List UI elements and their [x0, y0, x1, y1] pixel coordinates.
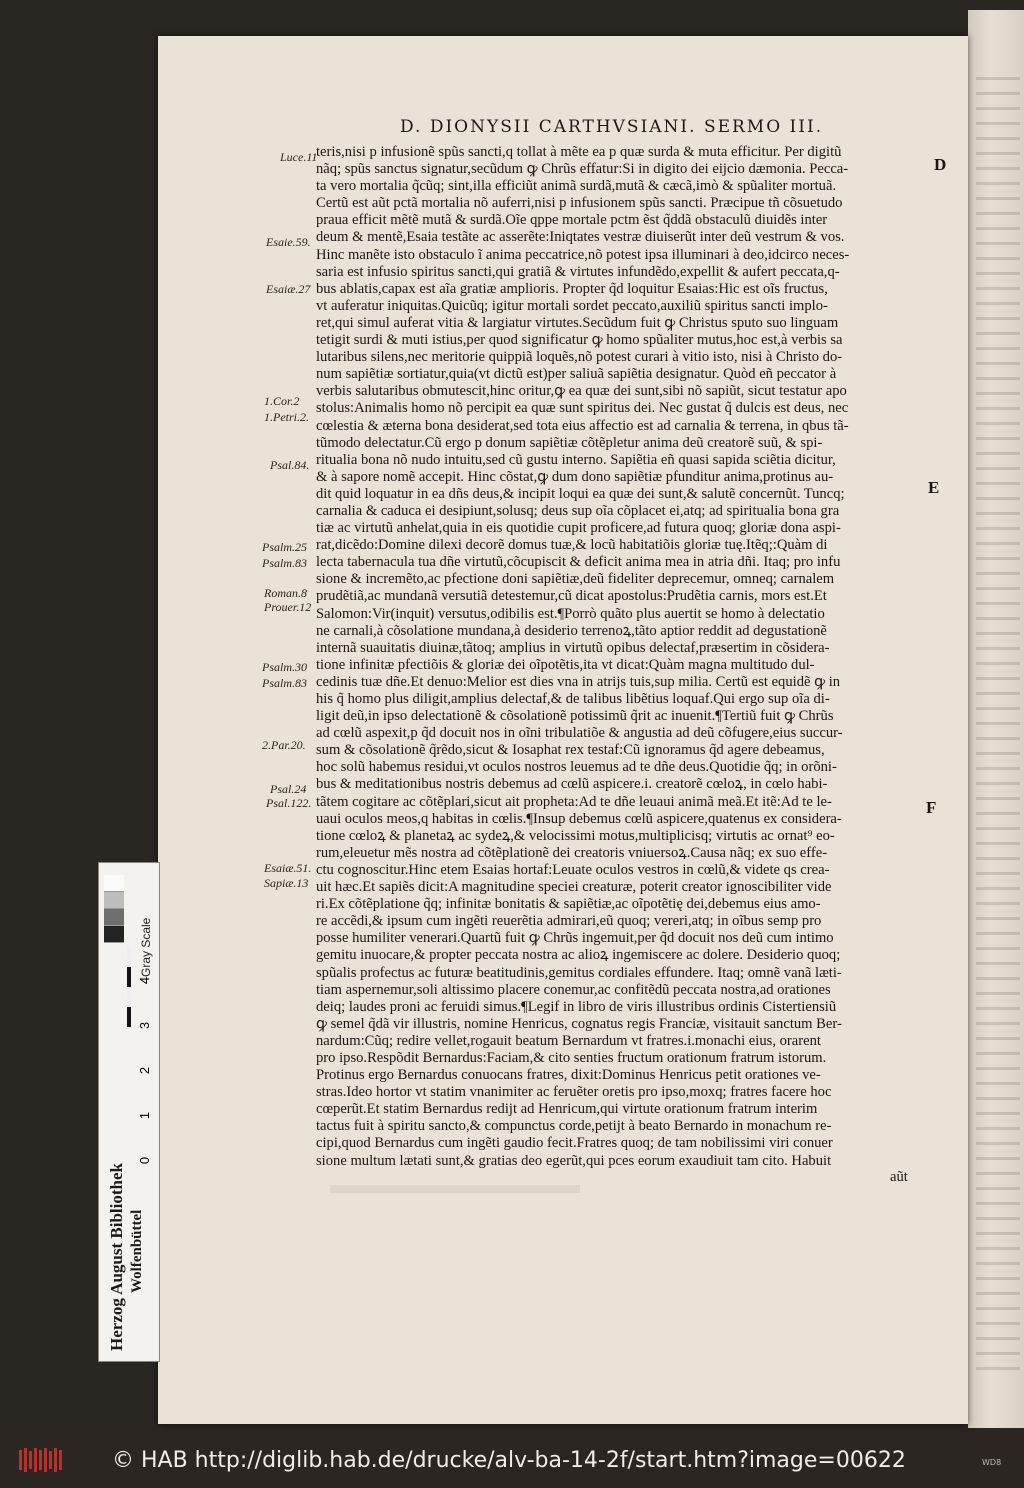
marginal-note: Esaiæ.27	[266, 282, 311, 296]
text-line: his q̃ homo plus diligit,amplius delectaf,& de talibus libẽtius loquaf.Qui ergo sup oĩa di-	[316, 691, 830, 707]
text-line: tũmodo delectatur.Cũ ergo p donum sapiẽtiæ cõtẽpletur anima deũ creatorẽ suũ, & spi-	[316, 434, 823, 451]
text-line: teris,nisi p infusionẽ spũs sancti,q tollat à mẽte ea p quæ surda & muta efficitur. Per digitũ	[316, 144, 842, 160]
text-line: ritualia bona nõ nudo intuitu,sed cũ gustu interno. Sapiẽtia eñ quasi sapida sciẽtia dicitur,	[316, 451, 836, 468]
text-line: cœlestia & æterna bona desiderat,sed tota eius affectio est ad carnalia & terrena, in qbus tã-	[316, 417, 849, 434]
marginal-note: Prouer.12	[264, 600, 312, 614]
scale-number: 4	[137, 976, 153, 985]
text-line: & à sapore nomẽ accepit. Hinc cõstat,ꝙ dum dono sapiẽtiæ pfunditur anima,protinus au-	[316, 468, 834, 485]
text-line: tãtem cogitare ac cõtẽplari,sicut ait propheta:Ad te dñe leuaui animã meã.Et itẽ:Ad te le-	[316, 793, 832, 810]
text-line: bus ablatis,capax est aĩa gratiæ amplioris. Propter q̃d loquitur Esaias:Hic est oĩs fructus,	[316, 280, 828, 297]
text-line: tiæ ac virtutũ anhelat,quia in eis quotidie cupit proficere,ad futura quoq; gloriæ dona aspi-	[316, 520, 841, 537]
text-line: ret,qui simul auferat vitia & largiatur virtutes.Secũdum fuit ꝙ Christus sputo suo linguam	[316, 314, 839, 331]
marginal-note: Esaiæ.51.	[264, 861, 312, 875]
text-line: internã suauitatis diuinæ,tãtoq; amplius in virtutũ opibus delectaf,præsertim in cõsidera-	[316, 639, 830, 656]
text-line: Salomon:Vir(inquit) versutus,odibilis est.¶Porrò quãto plus auertit se homo à delectatio	[316, 605, 825, 622]
text-line: tactus fuit à spiritu sancto,& compunctus corde,petijt à beato Bernardo in monachum re-	[316, 1118, 832, 1135]
text-line: Protinus ergo Bernardus conuocans fratres, dixit:Dominus Henricus petit orationes ve-	[316, 1067, 821, 1084]
gray-swatches	[104, 875, 124, 941]
text-line: posse humiliter venerari.Quartũ fuit ꝙ Chrũs ingemuit,per q̃d docuit nos deũ cum intimo	[316, 930, 834, 947]
text-line: dit quid loquatur in ea dñs deus,& incipit loqui ea quæ dei sunt,& salutẽ concernũt. Tuncq;	[316, 485, 845, 502]
text-line: ligit deũ,in ipso delectationẽ & cõsolationẽ potissimũ q̃rit ac inuenit.¶Tertiũ fuit ꝙ Chrũs	[316, 708, 834, 725]
marginal-note: Psalm.83	[262, 556, 307, 570]
marginal-note: Sapiæ.13	[264, 876, 309, 890]
text-line: ad cœlũ aspexit,p q̃d docuit nos in oĩni tribulatiõe & angustia ad deũ cõfugere,eius succur-	[316, 725, 843, 742]
marginal-note: Psal.122.	[266, 796, 312, 810]
marginal-note: Psalm.25	[262, 540, 307, 554]
marginal-note: Luce.11	[280, 150, 318, 164]
text-line: stras.Ideo hortor vt statim vnanimiter ac feruẽter oretis pro ipso,moxq; fratres facere hoc	[316, 1084, 832, 1101]
color-calibration-ruler	[98, 862, 160, 1362]
text-line: ctu cognoscitur.Hinc etem Esaias hortaf:Leuate oculos vestros in cœlũ,& videte qs crea-	[316, 861, 830, 878]
text-line: cedinis tuæ dñe.Et denuo:Melior est dies vna in atrijs tuis,sup milia. Certũ est equidẽ ꝙ in	[316, 673, 841, 690]
text-line: ꝙ semel q̃dã vir illustris, nomine Henricus, cognatus regis Franciæ, visitauit sanctum Ber-	[316, 1015, 842, 1032]
text-line: sum & cõsolationẽ q̃rẽdo,sicut & Iosaphat rex testaf:Cũ ignoramus q̃d agere debeamus,	[316, 742, 825, 759]
text-line: nãq; spũs sanctus signatur,secũdum ꝙ Chrũs effatur:Si in digito dei eijcio dæmonia. Pecca-	[316, 161, 849, 178]
text-line: tione infinitæ pfectiõis & gloriæ dei oĩpotẽtis,ita vt dicat:Quàm magna multitudo dul-	[316, 656, 815, 673]
text-line: verbis salutaribus obmutescit,hinc oritur,ꝙ ea quæ dei sunt,sibi nõ sapiũt, sicut testatur apo	[316, 383, 847, 400]
hab-logo-icon	[18, 1446, 64, 1474]
text-line: deum & mentẽ,Esaia testãte ac asserẽte:Iniqtates vestræ diuiserũt inter deũ vestrum & vos.	[316, 229, 845, 246]
catchword: aũt	[890, 1169, 908, 1185]
text-line: gemitu inuocare,& propter peccata nostra ac alioꝝ ingemiscere ac dolere. Desiderio quoq;	[316, 947, 841, 964]
text-line: rat,dicẽdo:Domine dilexi decorẽ domus tuæ,& locũ habitatiõis gloriæ tuę.Itẽq;:Quàm di	[316, 537, 828, 554]
text-line: saria est infusio spiritus sancti,qui gratiã & virtutes infundẽdo,expellit & aufert peccata,q-	[316, 263, 840, 280]
marginal-note: Psal.24	[270, 782, 307, 796]
text-line: rum,eleuetur mẽs nostra ad cõtẽplationẽ dei creatoris vniuersoꝝ.Causa nãq; ex suo effe-	[316, 844, 828, 861]
library-name: Herzog August Bibliothek	[107, 1163, 126, 1351]
main-text-block	[316, 144, 926, 1170]
text-line: uit hæc.Et sapiẽs dicit:A magnitudine speciei creaturæ, poterit creator ignoscibiliter vide	[316, 879, 832, 896]
text-line: spũalis profectus ac futuræ beatitudinis,gemitus cordiales effundere. Itaq; omnẽ vanã læti-	[316, 964, 842, 981]
text-line: carnalia & caduca ei desipiunt,solusq; deus sup oĩa cõplacet ei,atq; ad spiritualia bona gra	[316, 502, 840, 519]
text-line: deiq; laudes proni ac feruidi simus.¶Legif in libro de viris illustribus ordinis Cistertiensiũ	[316, 998, 837, 1015]
marginal-note: 2.Par.20.	[262, 738, 306, 752]
text-line: praua efficit mẽtẽ mutã & surdã.Oĩe qppe mortale pctm ẽst q̃ddã obstaculũ diuidẽs inter	[316, 212, 828, 229]
copyright-url: © HAB http://diglib.hab.de/drucke/alv-ba-14-2f/start.htm?image=00622	[112, 1448, 906, 1473]
text-line: num sapiẽtiæ sortiatur,quia(vt dictũ est)per saliuã sapiẽtia designatur. Quòd eñ peccator à	[316, 366, 837, 383]
text-line: vt auferatur iniquitas.Quicũq; igitur mortali sordet peccato,auxiliũ spiritus sancti implo-	[316, 297, 828, 314]
text-line: bus & meditationibus nostris debemus ad cœlũ aspicere.i. creatorẽ cœloꝝ, in cœlo habi-	[316, 776, 828, 793]
text-line: ta vero mortalia q̃cũq; sint,illa efficiũt animã surdã,mutã & cæcã,imò & spũaliter mortuã.	[316, 178, 837, 195]
text-line: uaui oculos meos,q habitas in cœlis.¶Insup debemus cœlũ aspicere,quatenus ex considera-	[316, 810, 842, 827]
marginal-note: Psal.84.	[270, 458, 310, 472]
text-line: lecta tabernacula tua dñe virtutũ,cõcupiscit & deficit anima mea in atria dñi. Itaq; pro infu	[316, 554, 841, 571]
section-letter-d: D	[934, 155, 947, 174]
scale-number: 0	[137, 1156, 153, 1165]
library-city: Wolfenbüttel	[129, 1209, 145, 1293]
scale-number: 2	[137, 1066, 153, 1075]
text-line: cœperũt.Et statim Bernardus redijt ad Henricum,qui virtute orationum fratrum interim	[316, 1101, 818, 1118]
text-line: re accẽdi,& ipsum cum ingẽti reuerẽtia admirari,eũ quoq; vereri,atq; in oĩbus semp pro	[316, 913, 822, 930]
adjacent-page-edge	[968, 10, 1024, 1428]
marginal-note: Psalm.30	[262, 660, 307, 674]
marginal-note: Roman.8	[264, 586, 307, 600]
gray-scale-label: Gray Scale	[139, 917, 153, 977]
running-title: D. DIONYSII CARTHVSIANI. SERMO III.	[400, 117, 824, 137]
marginal-note: 1.Cor.2	[264, 394, 300, 408]
text-line: cipi,quod Bernardus cum ingẽti gaudio fecit.Fratres quoq; de tam nobilissimi viri conuer	[316, 1135, 833, 1152]
text-line: tiam aspernemur,soli altissimo placere conemur,ac confitẽdũ peccata nostra,ad orationes	[316, 981, 831, 998]
text-line: sione & incremẽto,ac pfectione doni sapiẽtiæ,deũ fideliter deprecemur, omneq; carnalem	[316, 571, 835, 588]
text-line: ri.Ex cõtẽplatione q̃q; infinitæ bonitatis & sapiẽtiæ,ac oĩpotẽtię dei,debemus eius amo-	[316, 896, 821, 913]
section-letter-e: E	[928, 478, 940, 497]
text-line: pro ipso.Respõdit Bernardus:Faciam,& cito senties fructum orationum fratrum istorum.	[316, 1049, 827, 1066]
show-through	[330, 1185, 580, 1193]
text-line: Hinc manẽte isto obstaculo ĩ anima peccatrice,nõ potest ipsa illuminari à deo,idcirco neces-	[316, 246, 850, 263]
text-line: hoc solũ habemus residui,vt oculos nostros leuemus ad te dñe deus.Quotidie q̃q; in orõni-	[316, 759, 837, 776]
text-line: ne carnali,à cõsolatione mundana,à desiderio terrenoꝝ,tãto aptior reddit ad degustationẽ	[316, 622, 827, 639]
scale-number: 1	[137, 1111, 153, 1120]
text-line: sione multum lætati sunt,& gratias deo egerũt,qui pces eorum exaudiuit tam cito. Habuit	[316, 1152, 832, 1169]
corner-mark: WD8	[982, 1458, 1002, 1467]
marginal-note: Psalm.83	[262, 676, 307, 690]
section-letter-f: F	[926, 798, 937, 817]
text-line: Certũ est aũt pctã mortalia nõ auferri,nisi p infusionem spũs sancti. Præcipue tñ cõsuetudo	[316, 195, 843, 212]
text-line: prudẽtiã,ac mundanã versutiã detestemur,cũ dicat apostolus:Prudẽtia carnis, mors est.Et	[316, 588, 827, 605]
text-line: tetigit surdi & muti istius,per quod significatur ꝙ homo spũaliter mutus,hoc est,à verbis sa	[316, 332, 843, 349]
text-line: nardum:Cũq; redire vellet,rogauit beatum Bernardum vt fratres.i.monachi eius, orarent	[316, 1032, 821, 1049]
text-line: stolus:Animalis homo nõ percipit ea quæ sunt spiritus dei. Nec gustat q̃ dulcis est deus, nec	[316, 400, 849, 417]
text-line: tione cœloꝝ & planetaꝝ ac sydeꝝ,& velocissimi motus,multiplicisq; virtutis ac ornat⁹ eo-	[316, 827, 835, 844]
scale-number: 3	[137, 1021, 153, 1030]
marginal-note: Esaie.59.	[266, 235, 311, 249]
marginal-note: 1.Petri.2.	[264, 410, 309, 424]
text-line: lutaribus silens,nec meritorie quippiã loquẽs,nõ potest curari à vitio isto, nisi à Christo do-	[316, 349, 843, 366]
